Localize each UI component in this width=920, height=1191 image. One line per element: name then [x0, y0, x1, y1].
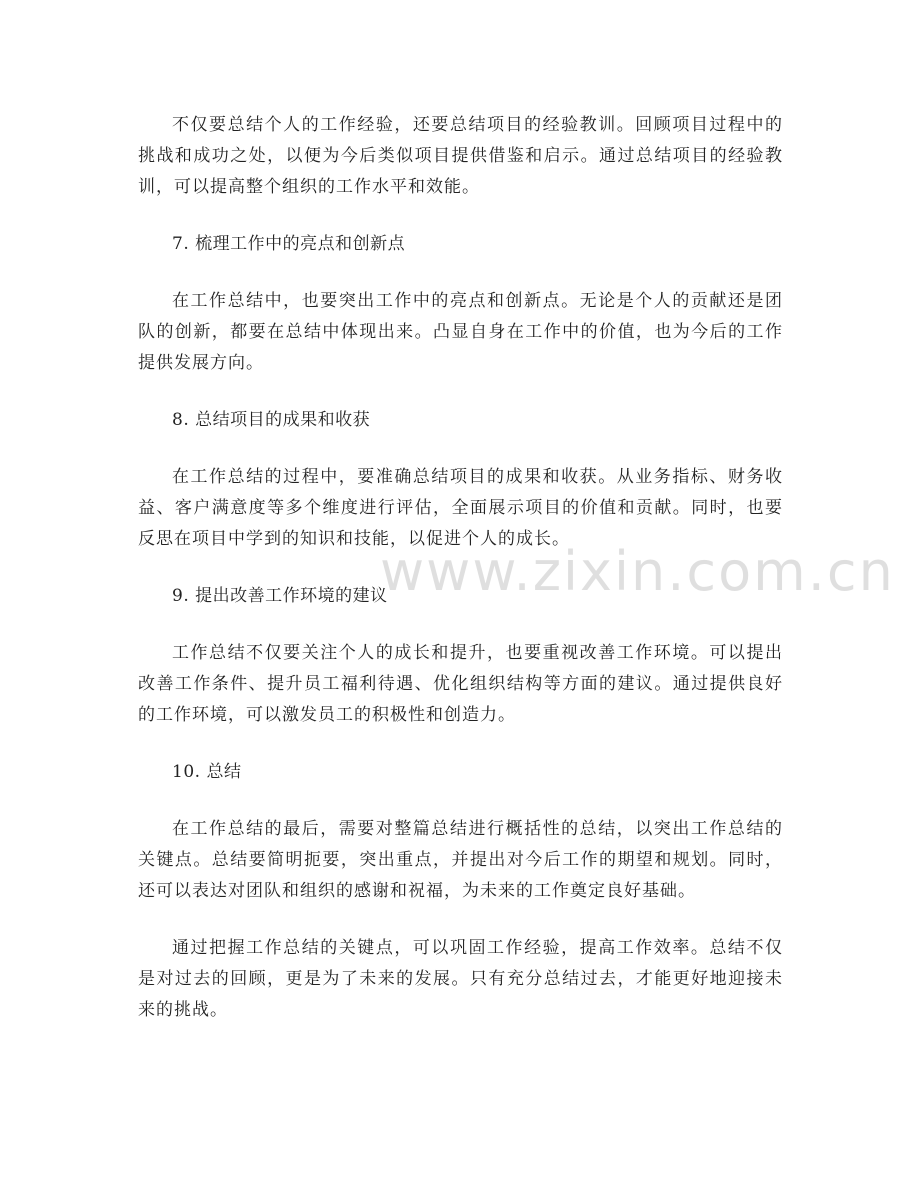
paragraph-environment: 工作总结不仅要关注个人的成长和提升，也要重视改善工作环境。可以提出改善工作条件、提升员工福利待遇、优化组织结构等方面的建议。通过提供良好的工作环境，可以激发员工的积极性和创造力。: [138, 643, 783, 725]
watermark-text: www.zixin.com.cn: [380, 540, 895, 603]
document-body: [138, 110, 783, 1052]
section-heading-8: 8. 总结项目的成果和收获: [172, 410, 371, 430]
paragraph-summary: 在工作总结的最后，需要对整篇总结进行概括性的总结，以突出工作总结的关键点。总结要简明扼要，突出重点，并提出对今后工作的期望和规划。同时，还可以表达对团队和组织的感谢和祝福，为未来的工作奠定良好基础。: [138, 819, 783, 901]
paragraph-highlights: 在工作总结中，也要突出工作中的亮点和创新点。无论是个人的贡献还是团队的创新，都要在总结中体现出来。凸显自身在工作中的价值，也为今后的工作提供发展方向。: [138, 291, 783, 373]
paragraph-project-lessons: 不仅要总结个人的工作经验，还要总结项目的经验教训。回顾项目过程中的挑战和成功之处，以便为今后类似项目提供借鉴和启示。通过总结项目的经验教训，可以提高整个组织的工作水平和效能。: [138, 115, 783, 197]
section-heading-9: 9. 提出改善工作环境的建议: [172, 586, 388, 606]
section-heading-7: 7. 梳理工作中的亮点和创新点: [172, 234, 406, 254]
section-heading-10: 10. 总结: [172, 762, 242, 782]
paragraph-conclusion: 通过把握工作总结的关键点，可以巩固工作经验，提高工作效率。总结不仅是对过去的回顾，更是为了未来的发展。只有充分总结过去，才能更好地迎接未来的挑战。: [138, 938, 783, 1020]
paragraph-results: 在工作总结的过程中，要准确总结项目的成果和收获。从业务指标、财务收益、客户满意度等多个维度进行评估，全面展示项目的价值和贡献。同时，也要反思在项目中学到的知识和技能，以促进个人的成长。: [138, 467, 783, 549]
